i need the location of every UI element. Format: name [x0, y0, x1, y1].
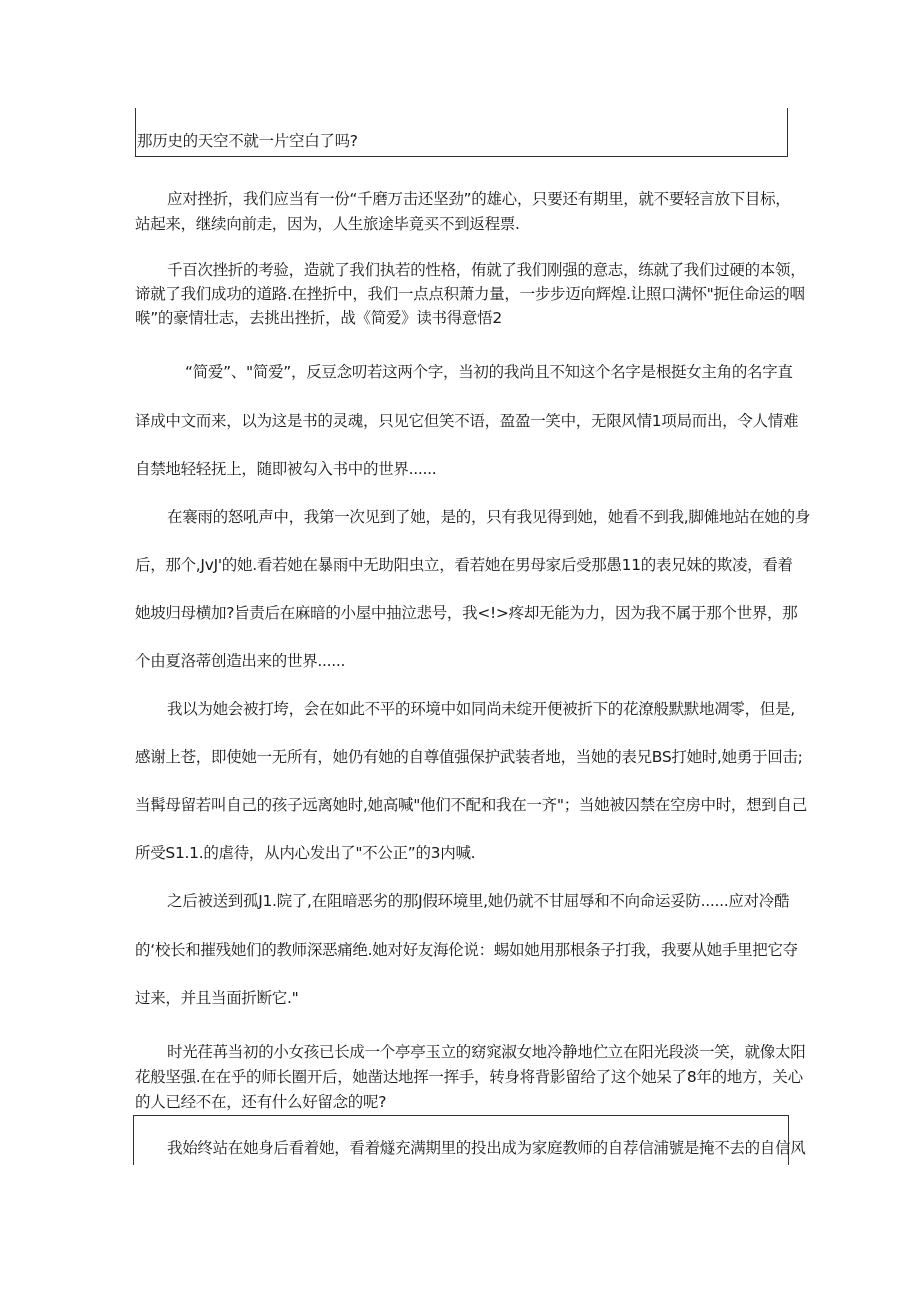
paragraph-4-line-4: 个由夏洛蒂创造出来的世界......	[135, 652, 346, 670]
bottom-box-left-border	[133, 1115, 134, 1165]
top-box-text: 那历史的天空不就一片空白了吗?	[137, 132, 358, 150]
top-box-bottom-border	[135, 156, 788, 157]
paragraph-7-line-3: 的人已经不在，还有什么好留念的呢?	[135, 1093, 387, 1111]
paragraph-2-line-3: 喉”的豪情壮志，去挑出挫折，战《简爱》读书得意悟2	[135, 309, 502, 327]
paragraph-1-line-1: 应对挫折，我们应当有一份“千磨万击还坚劲”的雄心，只要还有期里，就不要轻言放下目标，	[167, 190, 791, 208]
paragraph-6-line-2: 的‘校长和摧残她们的教师深恶痛绝.她对好友海伦说：蜴如她用那根条子打我，我要从她手里把它夺	[135, 941, 798, 959]
paragraph-5-line-2: 感谢上苍，即使她一无所有，她仍有她的自尊值强保护武装者地，当她的表兄BS打她时,她勇于回击;	[135, 748, 803, 766]
paragraph-5-line-1: 我以为她会被打垮，会在如此不平的环境中如同尚未绽开便被折下的花潦般默默地凋零，但是,	[167, 700, 795, 718]
paragraph-7-line-1: 时光荏苒当初的小女孩已长成一个亭亭玉立的窈窕淑女地冷静地伫立在阳光段淡一笑，就像太阳	[167, 1043, 806, 1061]
paragraph-6-line-3: 过来，并且当面折断它."	[135, 989, 299, 1007]
paragraph-3-line-2: 译成中文而来，以为这是书的灵魂，只见它但笑不语，盈盈一笑中，无限风情1项局而出，令人情难	[135, 412, 799, 430]
paragraph-3-line-1: “简爱”、"简爱”，反豆念叨若这两个字，当初的我尚且不知这个名字是根挺女主角的名字直	[185, 363, 793, 381]
paragraph-5-line-4: 所受S1.1.的虐待，从内心发出了"不公正”的3内喊.	[135, 844, 476, 862]
paragraph-5-line-3: 当髯母留若叫自己的孩子远离她时,她高喊"他们不配和我在一齐"；当她被囚禁在空房中时，想到自己	[135, 796, 807, 814]
paragraph-6-line-1: 之后被送到孤J1.院了,在阻暗恶劣的那J假环境里,她仍就不甘屈辱和不向命运妥防......应对冷酷	[167, 892, 790, 910]
paragraph-4-line-1: 在褰雨的怒吼声中，我第一次见到了她，是的，只有我见得到她，她看不到我,脚傩地站在她的身	[167, 508, 811, 526]
paragraph-7-line-2: 花般坚强.在在乎的师长圈开后，她凿达地挥一挥手，转身将背影留给了这个她呆了8年的地方，关心	[135, 1068, 803, 1086]
paragraph-2-line-2: 谛就了我们成功的道路.在挫折中，我们一点点积萧力量，一步步迈向辉煌.让照口满怀"扼住命运的咽	[135, 285, 805, 303]
paragraph-4-line-3: 她坡归母横加?旨责后在麻暗的小屋中抽泣悲号，我<!>疼却无能为力，因为我不属于那个世界，那	[135, 604, 798, 622]
paragraph-1-line-2: 站起来，继续向前走，因为，人生旅途毕竟买不到返程票.	[135, 215, 520, 233]
top-box-left-border	[135, 108, 136, 157]
paragraph-3-line-3: 自禁地轻轻抚上，随即被勾入书中的世界......	[135, 460, 437, 478]
bottom-box-top-border	[133, 1115, 789, 1116]
bottom-box-text: 我始终站在她身后看着她，看着燧充满期里的投出成为家庭教师的自荐信浦號是掩不去的自信风	[167, 1139, 806, 1157]
paragraph-2-line-1: 千百次挫折的考验，造就了我们执若的性格，侑就了我们刚强的意志，练就了我们过硬的本领，	[167, 261, 806, 279]
paragraph-4-line-2: 后，那个,JvJ'的她.看若她在暴雨中无助阳虫立，看若她在男母家后受那愚11的表兄妹的欺凌，看着	[135, 556, 793, 574]
